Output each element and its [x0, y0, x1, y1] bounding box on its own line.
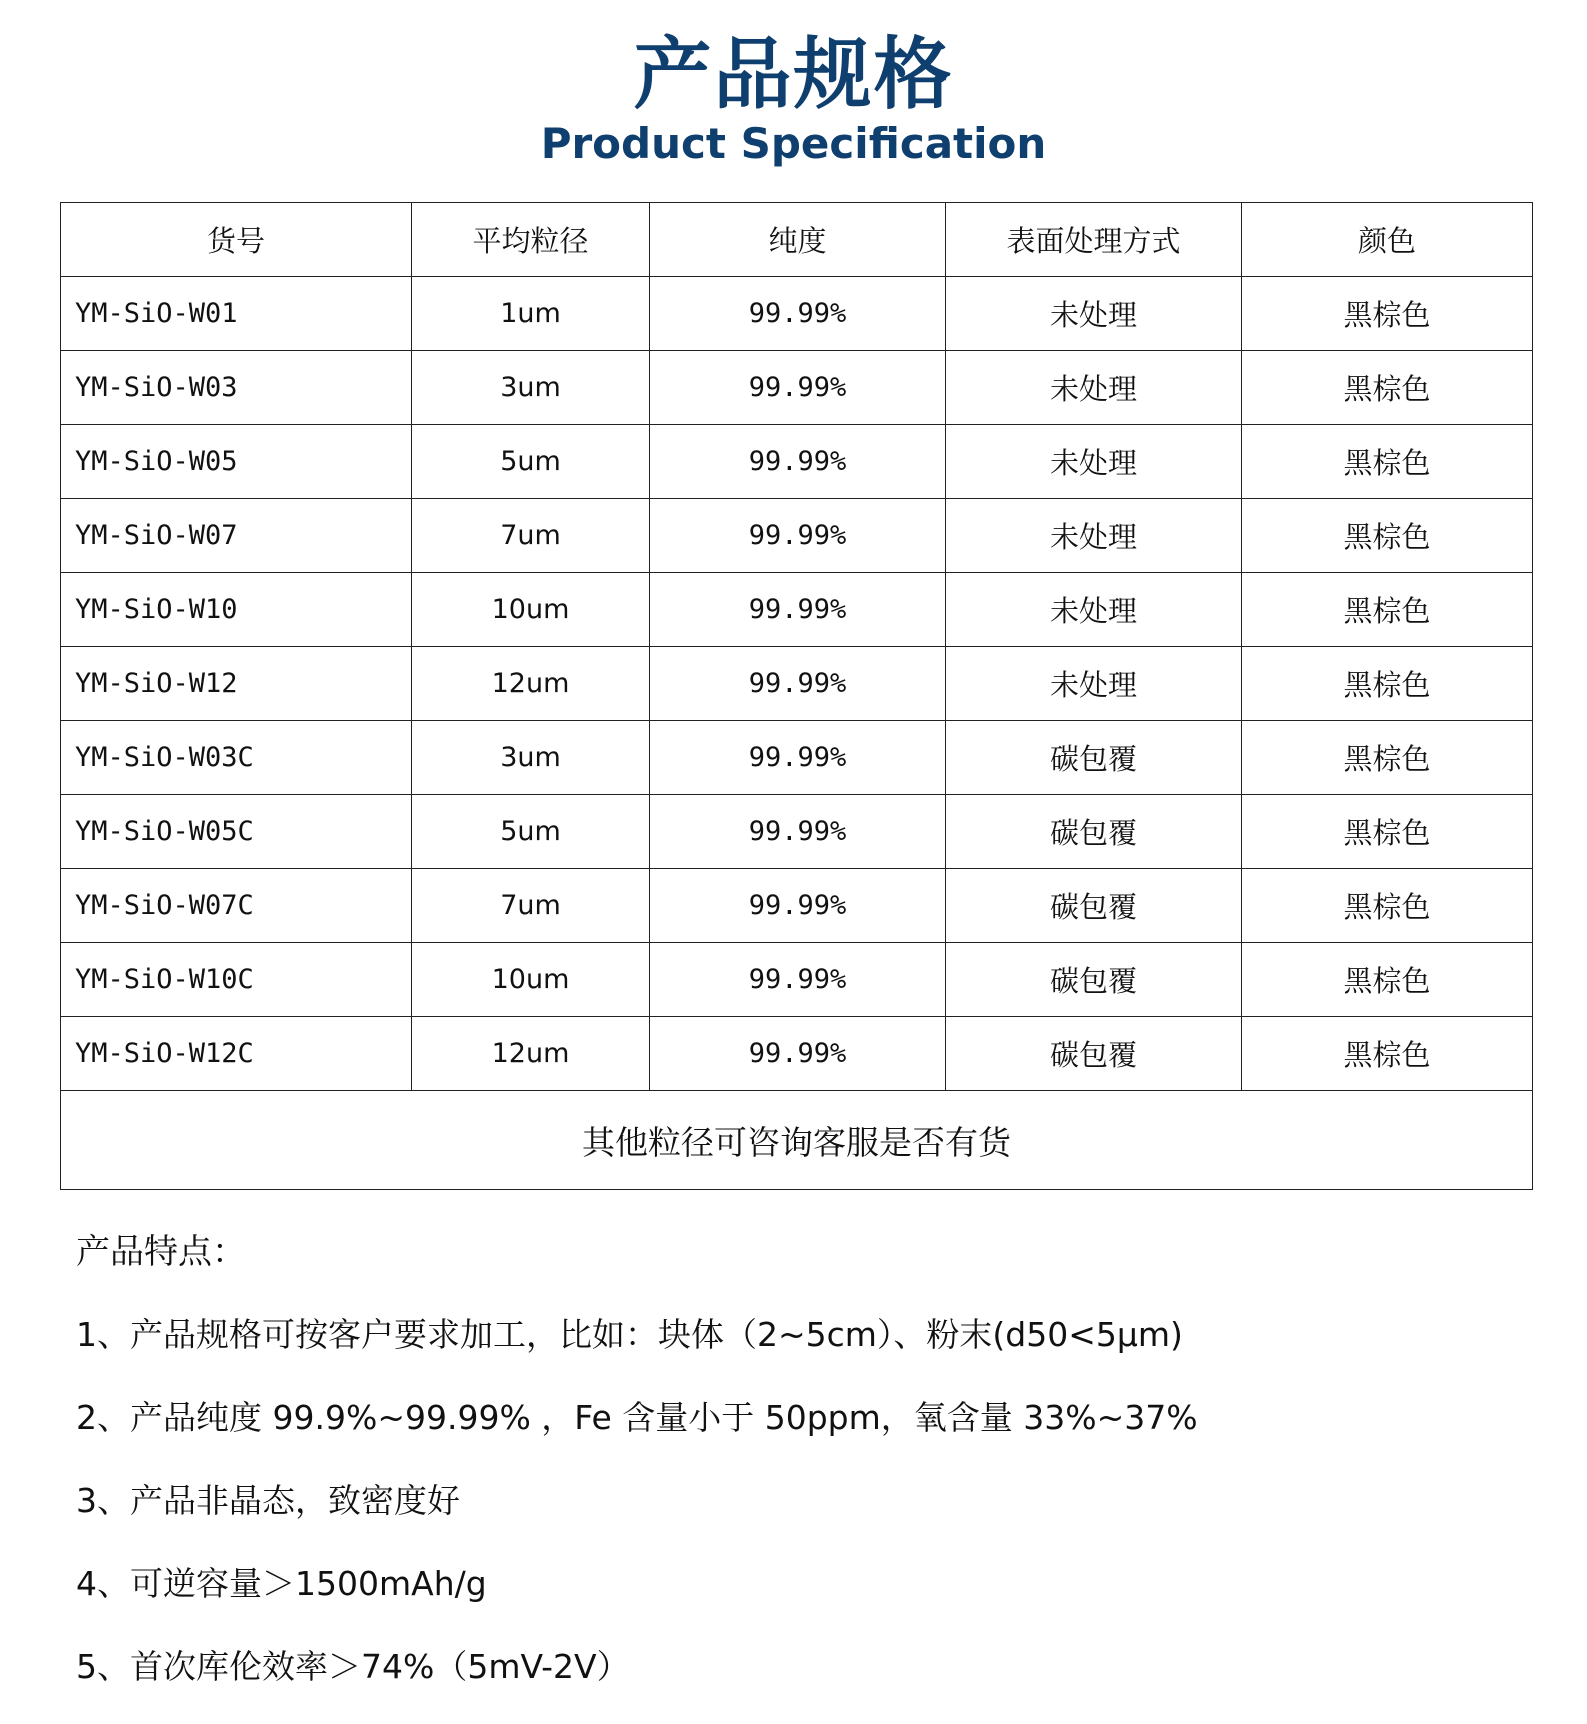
feature-item: 5、首次库伦效率＞74%（5mV-2V） [76, 1647, 630, 1686]
column-header-color: 颜色 [1242, 203, 1533, 277]
cell-surface: 碳包覆 [946, 1017, 1242, 1091]
cell-size: 12um [412, 1017, 650, 1091]
cell-color: 黑棕色 [1242, 647, 1533, 721]
table-row [61, 425, 1533, 499]
cell-color: 黑棕色 [1242, 943, 1533, 1017]
cell-surface: 未处理 [946, 647, 1242, 721]
cell-size: 3um [412, 351, 650, 425]
cell-purity: 99.99% [650, 869, 946, 943]
cell-color: 黑棕色 [1242, 795, 1533, 869]
cell-code: YM-SiO-W07 [61, 499, 412, 573]
cell-surface: 碳包覆 [946, 721, 1242, 795]
cell-size: 10um [412, 943, 650, 1017]
cell-purity: 99.99% [650, 351, 946, 425]
cell-surface: 未处理 [946, 425, 1242, 499]
page-title-en: Product Specification [540, 119, 1047, 168]
cell-purity: 99.99% [650, 721, 946, 795]
feature-item: 1、产品规格可按客户要求加工，比如：块体（2~5cm）、粉末(d50<5μm) [76, 1315, 1183, 1354]
column-header-code: 货号 [61, 203, 412, 277]
cell-color: 黑棕色 [1242, 351, 1533, 425]
cell-code: YM-SiO-W12 [61, 647, 412, 721]
cell-color: 黑棕色 [1242, 573, 1533, 647]
cell-size: 12um [412, 647, 650, 721]
cell-size: 1um [412, 277, 650, 351]
cell-size: 3um [412, 721, 650, 795]
cell-size: 10um [412, 573, 650, 647]
table-row [61, 647, 1533, 721]
cell-purity: 99.99% [650, 795, 946, 869]
cell-code: YM-SiO-W05 [61, 425, 412, 499]
cell-surface: 未处理 [946, 351, 1242, 425]
cell-surface: 碳包覆 [946, 943, 1242, 1017]
cell-purity: 99.99% [650, 499, 946, 573]
features-section [76, 1222, 1516, 1697]
cell-code: YM-SiO-W03C [61, 721, 412, 795]
table-footer-row [61, 1091, 1533, 1190]
cell-surface: 碳包覆 [946, 869, 1242, 943]
table-row [61, 499, 1533, 573]
cell-surface: 未处理 [946, 573, 1242, 647]
column-header-surface: 表面处理方式 [946, 203, 1242, 277]
cell-size: 7um [412, 499, 650, 573]
cell-code: YM-SiO-W10 [61, 573, 412, 647]
cell-code: YM-SiO-W07C [61, 869, 412, 943]
cell-purity: 99.99% [650, 277, 946, 351]
cell-color: 黑棕色 [1242, 499, 1533, 573]
cell-code: YM-SiO-W10C [61, 943, 412, 1017]
spec-table [60, 202, 1533, 1190]
table-row [61, 351, 1533, 425]
features-title: 产品特点： [76, 1232, 246, 1272]
cell-purity: 99.99% [650, 573, 946, 647]
cell-code: YM-SiO-W05C [61, 795, 412, 869]
cell-color: 黑棕色 [1242, 869, 1533, 943]
cell-size: 5um [412, 795, 650, 869]
cell-color: 黑棕色 [1242, 721, 1533, 795]
cell-code: YM-SiO-W03 [61, 351, 412, 425]
cell-surface: 碳包覆 [946, 795, 1242, 869]
table-row [61, 277, 1533, 351]
cell-color: 黑棕色 [1242, 277, 1533, 351]
cell-purity: 99.99% [650, 1017, 946, 1091]
cell-purity: 99.99% [650, 943, 946, 1017]
column-header-size: 平均粒径 [412, 203, 650, 277]
page-title-cn: 产品规格 [633, 30, 954, 120]
cell-color: 黑棕色 [1242, 425, 1533, 499]
availability-note: 其他粒径可咨询客服是否有货 [61, 1091, 1533, 1190]
feature-item: 2、产品纯度 99.9%~99.99% ，Fe 含量小于 50ppm，氧含量 33%~37% [76, 1398, 1198, 1437]
cell-surface: 未处理 [946, 499, 1242, 573]
table-row [61, 1017, 1533, 1091]
column-header-purity: 纯度 [650, 203, 946, 277]
feature-item: 3、产品非晶态，致密度好 [76, 1481, 460, 1520]
cell-purity: 99.99% [650, 647, 946, 721]
table-row [61, 795, 1533, 869]
table-row [61, 573, 1533, 647]
cell-size: 5um [412, 425, 650, 499]
cell-color: 黑棕色 [1242, 1017, 1533, 1091]
table-row [61, 943, 1533, 1017]
feature-item: 4、可逆容量＞1500mAh/g [76, 1564, 487, 1603]
cell-surface: 未处理 [946, 277, 1242, 351]
cell-purity: 99.99% [650, 425, 946, 499]
table-row [61, 869, 1533, 943]
cell-code: YM-SiO-W12C [61, 1017, 412, 1091]
table-row [61, 721, 1533, 795]
cell-size: 7um [412, 869, 650, 943]
table-header-row [61, 203, 1533, 277]
cell-code: YM-SiO-W01 [61, 277, 412, 351]
